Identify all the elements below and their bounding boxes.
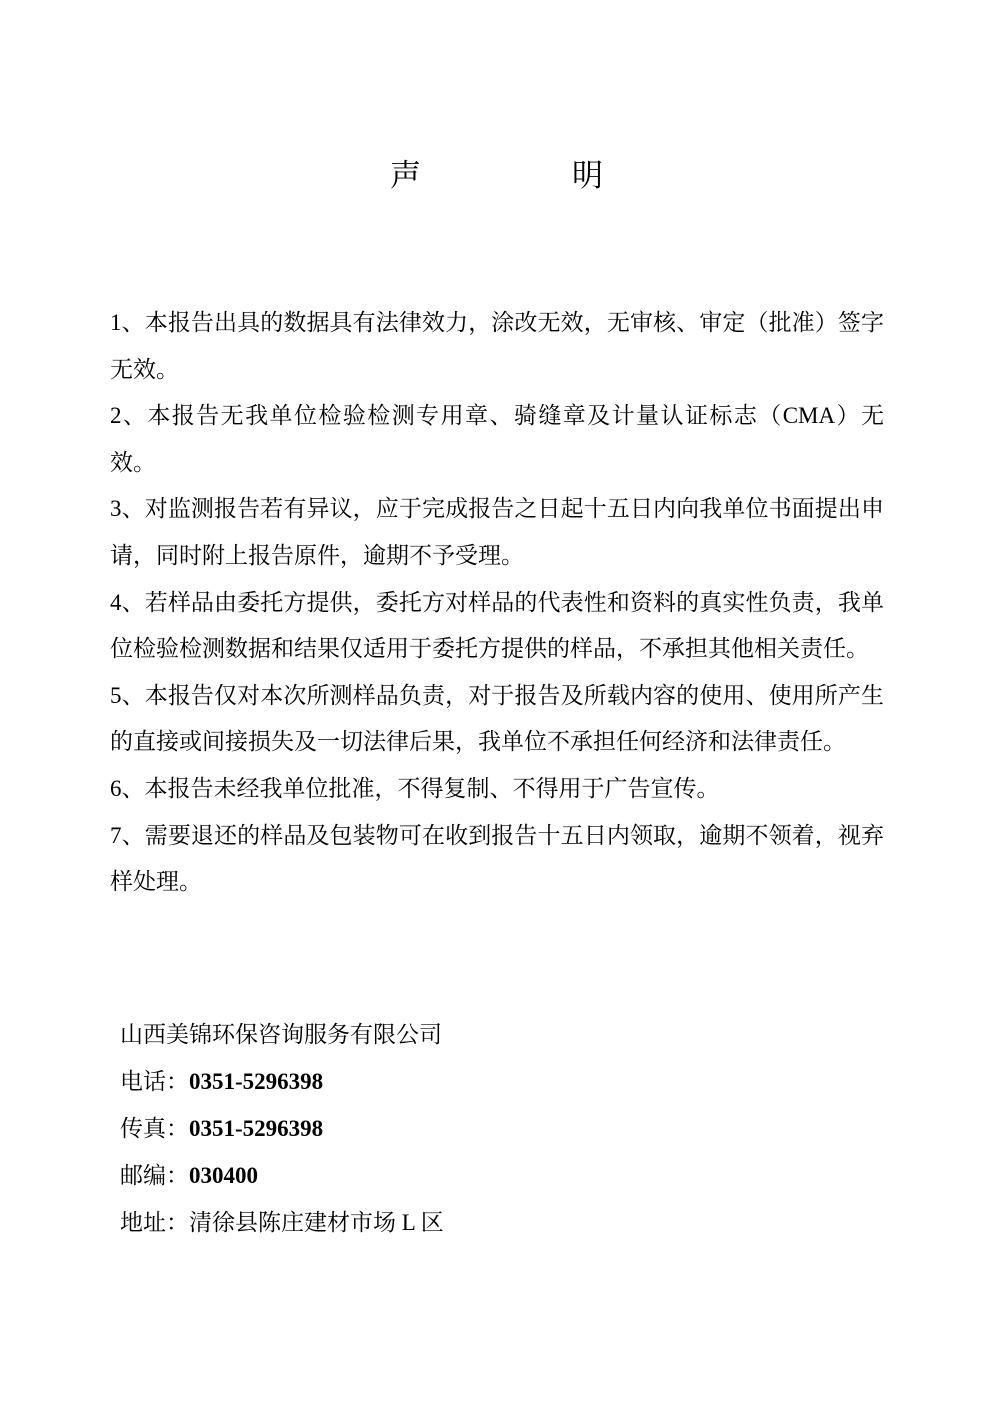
contact-block (110, 1011, 884, 1246)
address-value: 清徐县陈庄建材市场 L 区 (189, 1209, 444, 1235)
contact-line-address (120, 1199, 884, 1246)
statement-list (110, 300, 884, 906)
postcode-label: 邮编： (120, 1162, 189, 1188)
statement-item-5: 5、本报告仅对本次所测样品负责，对于报告及所载内容的使用、使用所产生的直接或间接损失及一切法律后果，我单位不承担任何经济和法律责任。 (110, 682, 884, 755)
statement-item-4: 4、若样品由委托方提供，委托方对样品的代表性和资料的真实性负责，我单位检验检测数据和结果仅适用于委托方提供的样品，不承担其他相关责任。 (110, 589, 884, 662)
title-char-sheng: 声 (390, 158, 422, 193)
address-label: 地址： (120, 1209, 189, 1235)
fax-value: 0351-5296398 (189, 1115, 324, 1141)
company-name: 山西美锦环保咨询服务有限公司 (120, 1021, 442, 1047)
statement-item-2: 2、本报告无我单位检验检测专用章、骑缝章及计量认证标志（CMA）无效。 (110, 403, 884, 475)
page-title (110, 152, 884, 200)
statement-item-1: 1、本报告出具的数据具有法律效力，涂改无效，无审核、审定（批准）签字无效。 (110, 310, 884, 382)
contact-line-phone (120, 1058, 884, 1105)
phone-label: 电话： (120, 1068, 189, 1094)
phone-value: 0351-5296398 (189, 1068, 324, 1094)
fax-label: 传真： (120, 1115, 189, 1141)
title-char-ming: 明 (572, 158, 604, 193)
contact-line-fax (120, 1105, 884, 1152)
contact-line-postcode (120, 1152, 884, 1199)
statement-item-3: 3、对监测报告若有异议，应于完成报告之日起十五日内向我单位书面提出申请，同时附上报告原件，逾期不予受理。 (110, 496, 884, 568)
statement-item-6: 6、本报告未经我单位批准，不得复制、不得用于广告宣传。 (110, 775, 720, 801)
postcode-value: 030400 (189, 1162, 258, 1188)
statement-item-7: 7、需要退还的样品及包装物可在收到报告十五日内领取，逾期不领着，视弃样处理。 (110, 822, 884, 895)
